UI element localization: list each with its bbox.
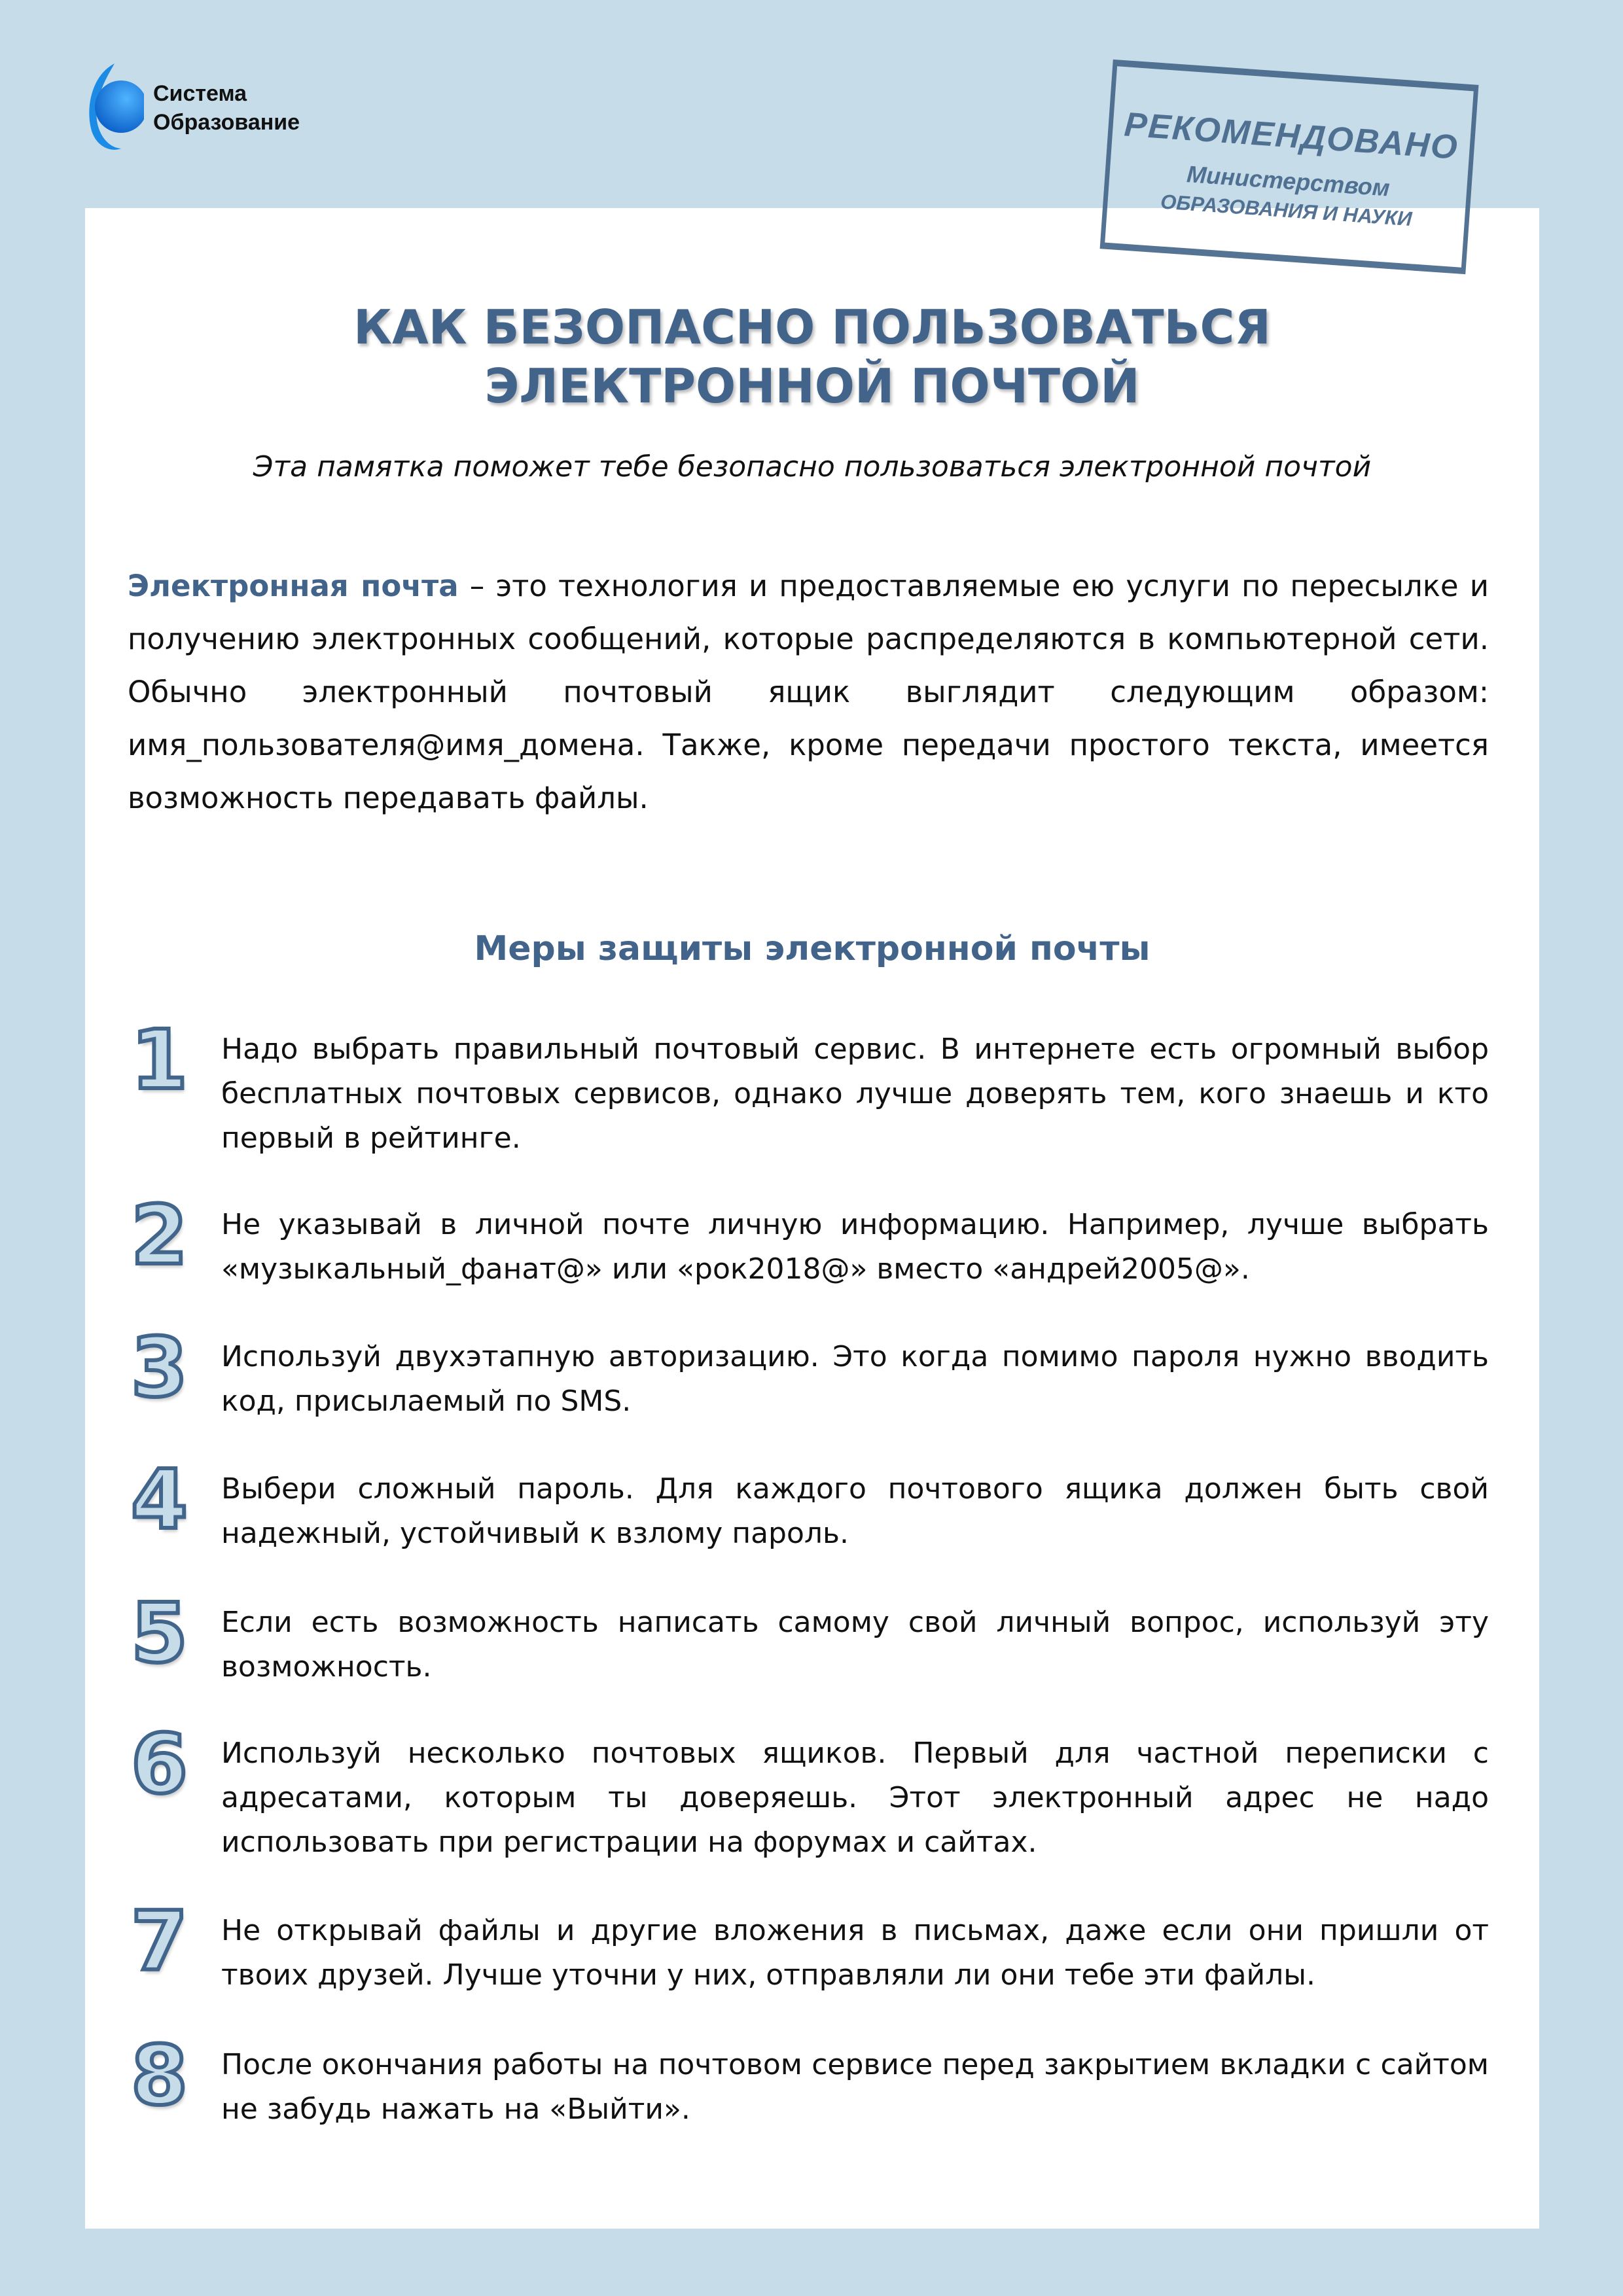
intro-text: – это технология и предоставляемые ею услуги по пересылке и получению электронных сообщений, которые распределяются в компьютерной сети. Обычно электронный почтовый ящик выглядит следующим образом: имя_пользователя@имя_домена. Также, кроме передачи простого текста, имеется возможность передавать файлы. bbox=[128, 569, 1489, 815]
item-number: 8 bbox=[131, 2028, 188, 2123]
list-item bbox=[131, 1717, 1489, 1865]
title-line-1: КАК БЕЗОПАСНО ПОЛЬЗОВАТЬСЯ bbox=[353, 300, 1271, 355]
item-text: Не указывай в личной почте личную информацию. Например, лучше выбрать «музыкальный_фанат@» или «рок2018@» вместо «андрей2005@». bbox=[221, 1208, 1489, 1286]
item-number: 5 bbox=[131, 1586, 188, 1681]
intro-term: Электронная почта bbox=[128, 569, 459, 603]
item-number: 7 bbox=[131, 1894, 188, 1989]
list-item bbox=[131, 1013, 1489, 1161]
list-item bbox=[131, 1453, 1489, 1556]
item-number: 2 bbox=[131, 1188, 188, 1283]
intro-paragraph bbox=[128, 559, 1489, 824]
stamp-line-2: Министерством bbox=[1186, 160, 1391, 202]
recommended-stamp bbox=[1100, 60, 1479, 274]
item-number: 3 bbox=[131, 1320, 188, 1415]
logo bbox=[85, 62, 300, 154]
item-text: Выбери сложный пароль. Для каждого почтового ящика должен быть свой надежный, устойчивый к взлому пароль. bbox=[221, 1472, 1489, 1550]
item-text: Надо выбрать правильный почтовый сервис. В интернете есть огромный выбор бесплатных почтовых сервисов, однако лучше доверять тем, кого знаешь и кто первый в рейтинге. bbox=[221, 1033, 1489, 1155]
item-text: Не открывай файлы и другие вложения в письмах, даже если они пришли от твоих друзей. Лучше уточни у них, отправляли ли они тебе эти файлы. bbox=[221, 1914, 1489, 1992]
stamp-line-1: РЕКОМЕНДОВАНО bbox=[1122, 105, 1460, 167]
item-number: 4 bbox=[131, 1453, 188, 1547]
item-number: 6 bbox=[131, 1717, 188, 1812]
item-text: После окончания работы на почтовом сервисе перед закрытием вкладки с сайтом не забудь нажать на «Выйти». bbox=[221, 2048, 1489, 2126]
item-text: Используй несколько почтовых ящиков. Первый для частной переписки с адресатами, которым ты доверяешь. Этот электронный адрес не надо использовать при регистрации на форумах и сайтах. bbox=[221, 1737, 1489, 1859]
item-text: Если есть возможность написать самому свой личный вопрос, используй эту возможность. bbox=[221, 1606, 1489, 1684]
item-number: 1 bbox=[131, 1013, 188, 1108]
item-text: Используй двухэтапную авторизацию. Это когда помимо пароля нужно вводить код, присылаемый по SMS. bbox=[221, 1340, 1489, 1418]
page-title bbox=[85, 298, 1539, 415]
list-item bbox=[131, 2028, 1489, 2132]
subtitle: Эта памятка поможет тебе безопасно пользоваться электронной почтой bbox=[253, 450, 1372, 484]
section-title: Меры защиты электронной почты bbox=[474, 929, 1150, 968]
logo-line-2: Образование bbox=[153, 110, 300, 135]
logo-line-1: Система bbox=[153, 81, 247, 106]
stamp-line-3: ОБРАЗОВАНИЯ И НАУКИ bbox=[1160, 190, 1413, 231]
list-item bbox=[131, 1894, 1489, 1998]
list-item bbox=[131, 1586, 1489, 1689]
list-item bbox=[131, 1320, 1489, 1424]
globe-logo-icon bbox=[85, 62, 144, 154]
list-item bbox=[131, 1188, 1489, 1292]
title-line-2: ЭЛЕКТРОННОЙ ПОЧТОЙ bbox=[484, 359, 1140, 414]
